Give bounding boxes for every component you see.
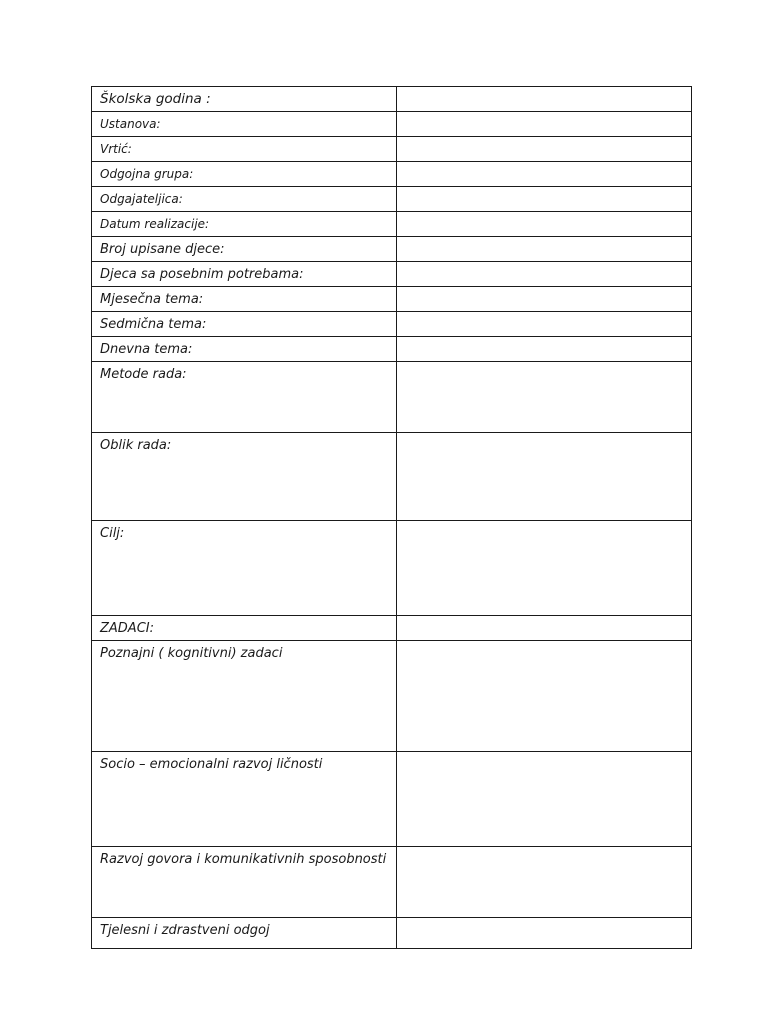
field-label-institution: Ustanova: xyxy=(92,112,397,137)
field-label-speech-development: Razvoj govora i komunikativnih sposobnosti xyxy=(92,847,397,918)
form-row-physical-education xyxy=(92,918,692,949)
field-label-date: Datum realizacije: xyxy=(92,212,397,237)
field-label-weekly-theme: Sedmična tema: xyxy=(92,312,397,337)
field-value-socio-emotional[interactable] xyxy=(397,752,692,847)
form-row-monthly-theme xyxy=(92,287,692,312)
form-row-kindergarten xyxy=(92,137,692,162)
field-value-daily-theme[interactable] xyxy=(397,337,692,362)
form-row-teacher xyxy=(92,187,692,212)
field-value-kindergarten[interactable] xyxy=(397,137,692,162)
form-row-enrolled-children xyxy=(92,237,692,262)
field-label-group: Odgojna grupa: xyxy=(92,162,397,187)
field-value-weekly-theme[interactable] xyxy=(397,312,692,337)
field-label-kindergarten: Vrtić: xyxy=(92,137,397,162)
field-label-tasks-header: ZADACI: xyxy=(92,616,397,641)
form-row-weekly-theme xyxy=(92,312,692,337)
field-label-teacher: Odgajateljica: xyxy=(92,187,397,212)
field-label-goal: Cilj: xyxy=(92,521,397,616)
form-row-special-needs xyxy=(92,262,692,287)
field-value-physical-education[interactable] xyxy=(397,918,692,949)
form-row-goal xyxy=(92,521,692,616)
form-row-institution xyxy=(92,112,692,137)
field-label-enrolled-children: Broj upisane djece: xyxy=(92,237,397,262)
form-row-socio-emotional xyxy=(92,752,692,847)
field-label-cognitive-tasks: Poznajni ( kognitivni) zadaci xyxy=(92,641,397,752)
form-row-cognitive-tasks xyxy=(92,641,692,752)
form-row-speech-development xyxy=(92,847,692,918)
field-value-work-form[interactable] xyxy=(397,433,692,521)
field-value-enrolled-children[interactable] xyxy=(397,237,692,262)
field-value-speech-development[interactable] xyxy=(397,847,692,918)
field-label-work-form: Oblik rada: xyxy=(92,433,397,521)
form-row-school-year xyxy=(92,87,692,112)
field-value-goal[interactable] xyxy=(397,521,692,616)
field-label-socio-emotional: Socio – emocionalni razvoj ličnosti xyxy=(92,752,397,847)
field-value-methods[interactable] xyxy=(397,362,692,433)
field-label-methods: Metode rada: xyxy=(92,362,397,433)
field-value-special-needs[interactable] xyxy=(397,262,692,287)
field-value-tasks-header[interactable] xyxy=(397,616,692,641)
form-row-daily-theme xyxy=(92,337,692,362)
field-label-special-needs: Djeca sa posebnim potrebama: xyxy=(92,262,397,287)
lesson-plan-form xyxy=(91,86,692,949)
form-row-group xyxy=(92,162,692,187)
field-value-date[interactable] xyxy=(397,212,692,237)
form-row-date xyxy=(92,212,692,237)
field-value-group[interactable] xyxy=(397,162,692,187)
field-value-school-year[interactable] xyxy=(397,87,692,112)
form-row-work-form xyxy=(92,433,692,521)
form-row-methods xyxy=(92,362,692,433)
field-label-monthly-theme: Mjesečna tema: xyxy=(92,287,397,312)
field-value-institution[interactable] xyxy=(397,112,692,137)
form-row-tasks-header xyxy=(92,616,692,641)
field-label-school-year: Školska godina : xyxy=(92,87,397,112)
field-value-monthly-theme[interactable] xyxy=(397,287,692,312)
field-label-daily-theme: Dnevna tema: xyxy=(92,337,397,362)
field-label-physical-education: Tjelesni i zdrastveni odgoj xyxy=(92,918,397,949)
field-value-teacher[interactable] xyxy=(397,187,692,212)
field-value-cognitive-tasks[interactable] xyxy=(397,641,692,752)
